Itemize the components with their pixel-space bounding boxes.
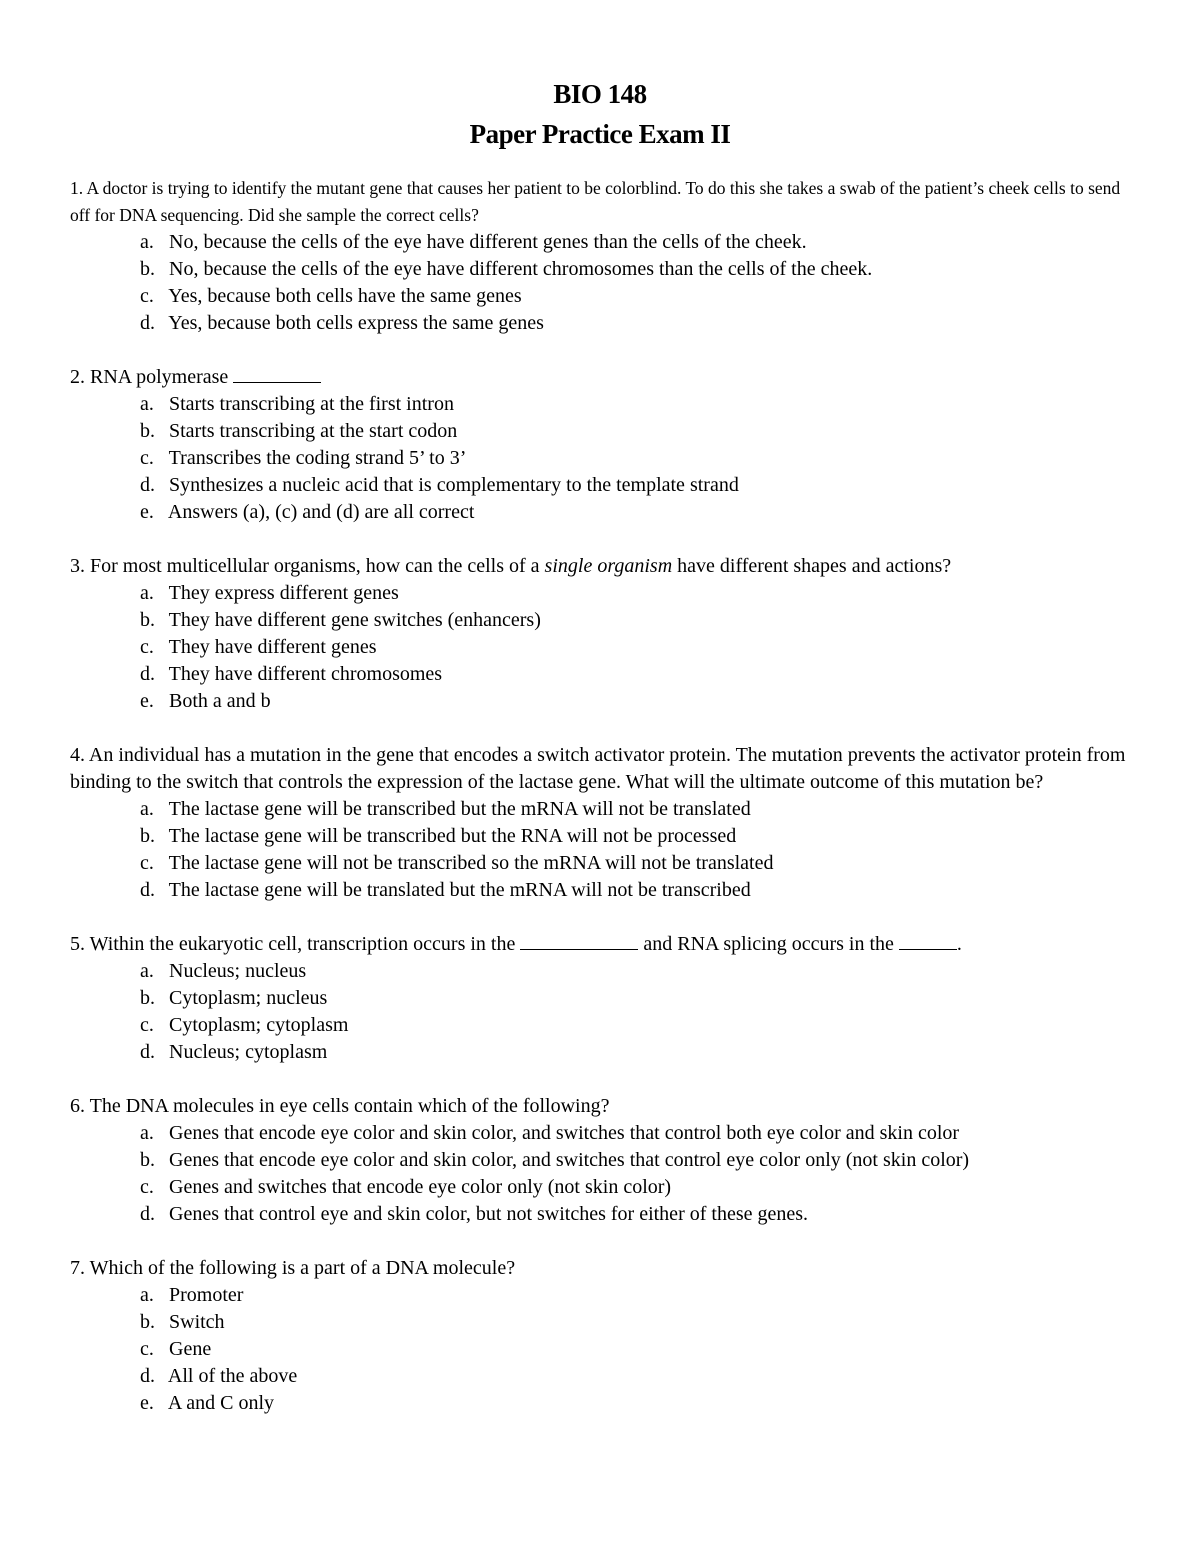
option-text: Yes, because both cells have the same genes <box>168 285 522 307</box>
option-letter: c. <box>140 636 154 658</box>
answer-options <box>70 391 1140 526</box>
option-letter: d. <box>140 663 155 685</box>
option-letter: b. <box>140 609 155 631</box>
question-stem: 7. Which of the following is a part of a DNA molecule? <box>70 1257 516 1279</box>
question-7 <box>70 1255 1140 1417</box>
option-c <box>140 1336 1140 1363</box>
answer-options <box>70 1282 1140 1417</box>
course-code: BIO 148 <box>553 79 647 109</box>
option-text: Answers (a), (c) and (d) are all correct <box>167 501 475 523</box>
option-d <box>140 661 1140 688</box>
option-text: The lactase gene will be transcribed but the mRNA will not be translated <box>168 798 751 820</box>
option-e <box>140 1390 1140 1417</box>
option-text: Transcribes the coding strand 5’ to 3’ <box>168 447 467 469</box>
question-stem <box>70 553 1140 580</box>
option-text: They have different genes <box>168 636 377 658</box>
option-d <box>140 877 1140 904</box>
answer-options <box>70 229 1140 337</box>
option-a <box>140 229 1140 256</box>
option-text: They express different genes <box>168 582 399 604</box>
option-b <box>140 823 1140 850</box>
option-letter: d. <box>140 1365 155 1387</box>
option-text: Nucleus; cytoplasm <box>169 1041 328 1063</box>
option-c <box>140 634 1140 661</box>
option-letter: d. <box>140 474 155 496</box>
option-text: Genes and switches that encode eye color only (not skin color) <box>169 1176 672 1198</box>
stem-text: have different shapes and actions? <box>672 555 952 577</box>
option-text: Synthesizes a nucleic acid that is complementary to the template strand <box>169 474 739 496</box>
option-text: Genes that encode eye color and skin color, and switches that control eye color only (not skin color) <box>169 1149 970 1171</box>
option-text: Genes that encode eye color and skin color, and switches that control both eye color and skin color <box>169 1122 960 1144</box>
answer-options <box>70 580 1140 715</box>
option-e <box>140 688 1140 715</box>
question-stem <box>70 364 1140 391</box>
option-text: Starts transcribing at the start codon <box>169 420 458 442</box>
question-4 <box>70 742 1140 904</box>
option-d <box>140 472 1140 499</box>
exam-title: Paper Practice Exam II <box>469 119 731 149</box>
option-e <box>140 499 1140 526</box>
question-stem: 6. The DNA molecules in eye cells contain which of the following? <box>70 1095 610 1117</box>
option-text: Genes that control eye and skin color, but not switches for either of these genes. <box>169 1203 809 1225</box>
option-a <box>140 580 1140 607</box>
option-text: Cytoplasm; cytoplasm <box>169 1014 349 1036</box>
answer-blank <box>233 364 321 383</box>
option-text: Promoter <box>169 1284 244 1306</box>
option-d <box>140 1039 1140 1066</box>
stem-text: 3. For most multicellular organisms, how can the cells of a <box>70 555 545 577</box>
option-c <box>140 283 1140 310</box>
stem-text: . <box>956 933 962 955</box>
stem-text: and RNA splicing occurs in the <box>638 933 899 955</box>
option-letter: e. <box>140 1392 154 1414</box>
option-letter: a. <box>140 960 154 982</box>
option-a <box>140 958 1140 985</box>
question-3 <box>70 553 1140 715</box>
option-letter: a. <box>140 1284 154 1306</box>
answer-options <box>70 958 1140 1066</box>
option-d <box>140 1201 1140 1228</box>
option-letter: d. <box>140 312 155 334</box>
question-stem: 4. An individual has a mutation in the gene that encodes a switch activator protein. The mutation prevents the activator protein from binding to the switch that controls the expression of the lactase gene. What will the ultimate outcome of this mutation be? <box>70 744 1126 793</box>
question-stem: 1. A doctor is trying to identify the mutant gene that causes her patient to be colorblind. To do this she takes a swab of the patient’s cheek cells to send off for DNA sequencing. Did she sample the correct cells? <box>70 178 1121 225</box>
option-letter: c. <box>140 1176 154 1198</box>
option-letter: e. <box>140 501 154 523</box>
option-text: Cytoplasm; nucleus <box>169 987 328 1009</box>
option-letter: a. <box>140 582 154 604</box>
option-c <box>140 445 1140 472</box>
question-6 <box>70 1093 1140 1228</box>
option-letter: c. <box>140 1014 154 1036</box>
option-b <box>140 1309 1140 1336</box>
option-c <box>140 1012 1140 1039</box>
option-a <box>140 391 1140 418</box>
option-text: A and C only <box>167 1392 275 1414</box>
option-text: The lactase gene will be translated but the mRNA will not be transcribed <box>168 879 751 901</box>
option-text: Starts transcribing at the first intron <box>169 393 454 415</box>
option-letter: d. <box>140 1041 155 1063</box>
answer-options <box>70 796 1140 904</box>
exam-header <box>0 74 1200 154</box>
question-list <box>70 175 1140 1444</box>
option-text: No, because the cells of the eye have different chromosomes than the cells of the cheek. <box>169 258 873 280</box>
option-letter: a. <box>140 798 154 820</box>
option-b <box>140 985 1140 1012</box>
option-letter: b. <box>140 258 155 280</box>
option-letter: b. <box>140 1149 155 1171</box>
option-text: Nucleus; nucleus <box>169 960 307 982</box>
option-letter: b. <box>140 825 155 847</box>
answer-blank <box>899 931 957 950</box>
option-letter: a. <box>140 393 154 415</box>
option-letter: c. <box>140 285 154 307</box>
option-letter: b. <box>140 1311 155 1333</box>
question-1 <box>70 175 1140 337</box>
question-stem <box>70 931 1140 958</box>
option-letter: c. <box>140 852 154 874</box>
option-b <box>140 256 1140 283</box>
option-d <box>140 310 1140 337</box>
option-text: The lactase gene will be transcribed but the RNA will not be processed <box>168 825 737 847</box>
option-text: Switch <box>169 1311 225 1333</box>
option-letter: b. <box>140 420 155 442</box>
option-letter: d. <box>140 1203 155 1225</box>
option-b <box>140 418 1140 445</box>
stem-emphasis: single organism <box>544 555 673 577</box>
option-b <box>140 1147 1140 1174</box>
option-letter: a. <box>140 231 154 253</box>
option-letter: e. <box>140 690 154 712</box>
option-c <box>140 1174 1140 1201</box>
question-2 <box>70 364 1140 526</box>
option-a <box>140 796 1140 823</box>
option-letter: a. <box>140 1122 154 1144</box>
option-text: Both a and b <box>169 690 271 712</box>
option-a <box>140 1120 1140 1147</box>
stem-text: 2. RNA polymerase <box>70 366 234 388</box>
option-a <box>140 1282 1140 1309</box>
option-letter: c. <box>140 447 154 469</box>
answer-options <box>70 1120 1140 1228</box>
option-letter: d. <box>140 879 155 901</box>
option-text: They have different chromosomes <box>168 663 443 685</box>
option-d <box>140 1363 1140 1390</box>
option-text: Yes, because both cells express the same genes <box>168 312 544 334</box>
option-text: They have different gene switches (enhancers) <box>168 609 541 631</box>
option-b <box>140 607 1140 634</box>
option-letter: c. <box>140 1338 154 1360</box>
option-letter: b. <box>140 987 155 1009</box>
answer-blank <box>520 931 638 950</box>
option-c <box>140 850 1140 877</box>
option-text: Gene <box>169 1338 212 1360</box>
option-text: The lactase gene will not be transcribed so the mRNA will not be translated <box>168 852 774 874</box>
question-5 <box>70 931 1140 1066</box>
stem-text: 5. Within the eukaryotic cell, transcription occurs in the <box>70 933 521 955</box>
option-text: No, because the cells of the eye have different genes than the cells of the cheek. <box>169 231 807 253</box>
option-text: All of the above <box>167 1365 298 1387</box>
